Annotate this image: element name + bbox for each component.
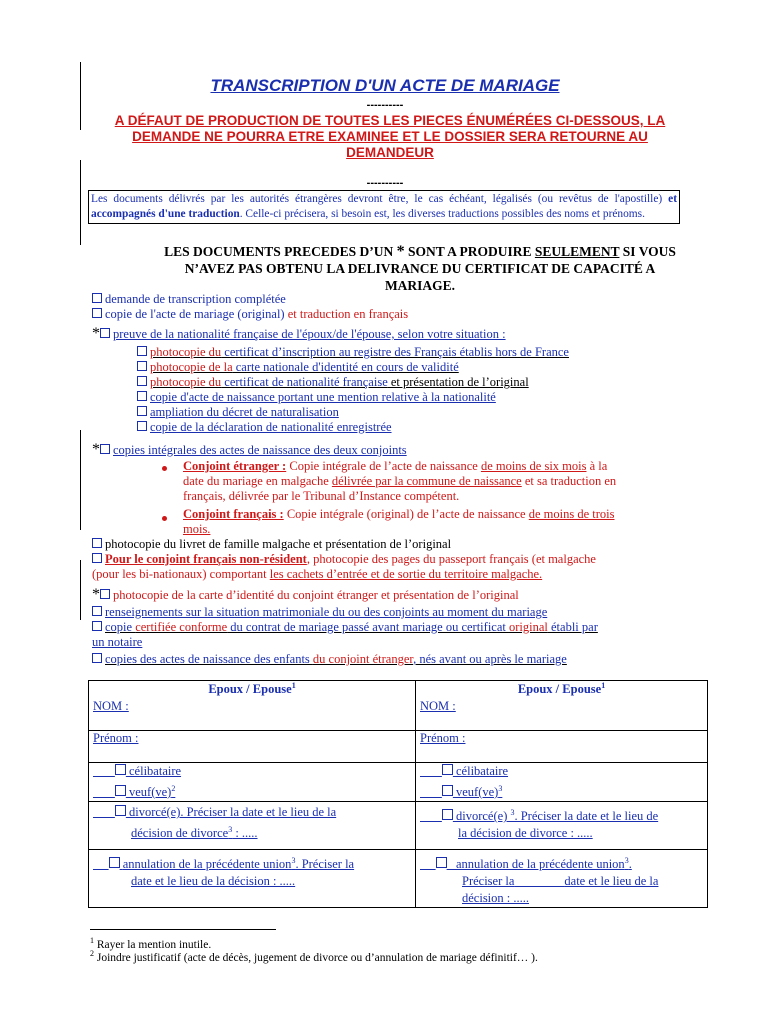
item-text: à la xyxy=(586,459,608,473)
checkbox-icon[interactable] xyxy=(137,346,147,356)
legalization-notice xyxy=(88,190,680,224)
option-annulment[interactable] xyxy=(93,852,411,873)
annulment-cell-right xyxy=(416,850,708,908)
item-text: du contrat de mariage passé avant mariage ou certificat xyxy=(227,620,509,634)
item-text: demande de transcription complétée xyxy=(105,292,286,306)
item-text: délivrée par la commune de naissance xyxy=(331,474,522,488)
option-label: annulation de la précédente union xyxy=(456,857,625,872)
list-item xyxy=(92,307,408,322)
list-item xyxy=(137,405,339,420)
checkbox-icon[interactable] xyxy=(137,391,147,401)
field-label: NOM : xyxy=(93,698,129,713)
item-text: ampliation du décret de naturalisation xyxy=(150,405,339,419)
star-mark: * xyxy=(396,243,405,260)
option-label: divorcé(e) xyxy=(456,809,511,824)
col-header-left xyxy=(89,681,416,699)
item-text: copie de la déclaration de nationalité enregistrée xyxy=(150,420,392,434)
list-item xyxy=(92,567,542,582)
option-label: célibataire xyxy=(456,764,509,778)
footnote-ref: 3 xyxy=(291,856,296,866)
list-item xyxy=(183,507,615,522)
list-item xyxy=(183,474,616,489)
item-text: et présentation de l’original xyxy=(387,375,529,389)
list-item xyxy=(183,489,459,504)
item-text: copies des actes de naissance des enfants xyxy=(105,652,313,666)
table-row xyxy=(89,802,708,850)
checkbox-icon[interactable] xyxy=(100,589,110,599)
footnote-ref: 3 xyxy=(228,825,233,835)
option-veuf[interactable] xyxy=(420,780,703,801)
checkbox-icon[interactable] xyxy=(109,857,120,868)
star-mark: * xyxy=(92,325,100,342)
item-text: photocopie de la carte d’identité du conjoint étranger et présentation de l’original xyxy=(113,588,519,602)
option-label: la décision de divorce : ..... xyxy=(458,826,593,841)
footnote-ref: 3 xyxy=(498,784,503,793)
item-text: copie d'acte de naissance portant une mention relative à la nationalité xyxy=(150,390,496,404)
checkbox-icon[interactable] xyxy=(100,444,110,454)
annulment-cell-left xyxy=(89,850,416,908)
star-mark: * xyxy=(92,586,100,603)
checkbox-icon[interactable] xyxy=(137,376,147,386)
list-item xyxy=(92,620,598,635)
item-text: de moins de trois xyxy=(528,507,615,521)
item-text: Pour le conjoint français non-résident xyxy=(105,552,307,566)
option-label: décision de divorce xyxy=(131,826,229,841)
item-text: certificat d’inscription au registre des Français établis hors de France xyxy=(221,345,569,359)
option-annulment-detail xyxy=(420,873,703,890)
item-text: renseignements sur la situation matrimoniale du ou des conjoints au moment du mariage xyxy=(105,605,548,619)
option-label: . Préciser la date et le lieu de xyxy=(514,809,659,824)
option-celibataire[interactable] xyxy=(420,763,703,780)
table-row xyxy=(89,699,708,731)
option-label: décision : ..... xyxy=(462,891,530,906)
list-item xyxy=(92,292,286,307)
item-text: établi par xyxy=(547,620,598,634)
option-label: célibataire xyxy=(129,764,182,778)
checkbox-icon[interactable] xyxy=(92,293,102,303)
item-text: date du mariage en malgache xyxy=(183,474,332,488)
checkbox-icon[interactable] xyxy=(442,764,453,775)
item-text: français, délivrée par le Tribunal d’Instance compétent. xyxy=(183,489,460,503)
list-item xyxy=(137,345,569,360)
item-text: certificat de nationalité française xyxy=(221,375,388,389)
checkbox-icon[interactable] xyxy=(92,308,102,318)
option-annulment-detail xyxy=(93,873,411,890)
item-text: carte nationale d'identité en cours de validité xyxy=(232,360,459,374)
option-label: . Préciser la xyxy=(295,857,355,872)
item-text: , nés avant ou après le mariage xyxy=(413,652,567,666)
option-label: Préciser la xyxy=(462,874,515,889)
item-text: photocopie du livret de famille malgache et présentation de l’original xyxy=(105,537,452,551)
status-cell-right xyxy=(416,763,708,802)
option-label: veuf(ve) xyxy=(129,785,172,800)
option-label: veuf(ve) xyxy=(456,785,499,800)
footnote-divider xyxy=(90,929,276,930)
field-label: NOM : xyxy=(420,698,456,713)
list-item xyxy=(92,635,142,650)
divorce-cell-right xyxy=(416,802,708,850)
option-annulment-detail xyxy=(420,890,703,907)
notice-translation: et accompagnés d'une traduction xyxy=(91,193,677,220)
option-annulment[interactable] xyxy=(420,852,703,873)
checkbox-icon[interactable] xyxy=(92,538,102,548)
star-mark: * xyxy=(92,441,100,458)
table-row xyxy=(89,681,708,699)
list-item xyxy=(92,552,596,567)
item-text: copies intégrales des actes de naissance des deux conjoints xyxy=(113,443,407,457)
status-cell-left xyxy=(89,763,416,802)
col-header-right xyxy=(416,681,708,699)
footnote-number: 2 xyxy=(90,949,94,958)
list-item xyxy=(92,587,519,603)
notice-text: . Celle-ci précisera, si besoin est, les diverses traductions possibles des noms et prénoms. xyxy=(239,208,645,220)
separator: ---------- xyxy=(366,99,404,111)
produce-text: SI VOUS N’AVEZ PAS OBTENU LA DELIVRANCE DU CERTIFICAT DE CAPACITÉ A MARIAGE. xyxy=(184,244,676,293)
list-item xyxy=(137,375,529,390)
item-text: photocopie de la xyxy=(150,360,233,374)
field-label: Prénom : xyxy=(93,731,139,745)
item-text: , photocopie des pages du passeport français (et malgache xyxy=(306,552,596,566)
list-item xyxy=(137,420,392,435)
produce-seulement: SEULEMENT xyxy=(534,244,620,259)
item-text: photocopie du xyxy=(150,345,222,359)
header-text: Epoux / Epouse xyxy=(208,682,292,697)
item-text: Copie intégrale de l’acte de naissance xyxy=(286,459,481,473)
item-text: un notaire xyxy=(92,635,143,649)
item-text: mois. xyxy=(183,522,211,536)
bullet-icon xyxy=(162,516,167,521)
page-title: TRANSCRIPTION D'UN ACTE DE MARIAGE xyxy=(210,76,560,95)
item-text: du conjoint étranger xyxy=(312,652,414,666)
checkbox-icon[interactable] xyxy=(137,406,147,416)
option-divorce[interactable] xyxy=(93,804,411,821)
item-text: certifiée conforme xyxy=(135,620,228,634)
list-item xyxy=(92,605,547,620)
item-text: et sa traduction en xyxy=(521,474,617,488)
footnote-ref: 3 xyxy=(624,856,629,866)
checkbox-icon[interactable] xyxy=(137,361,147,371)
checkbox-icon[interactable] xyxy=(92,553,102,563)
warning-text: A DÉFAUT DE PRODUCTION DE TOUTES LES PIECES ÉNUMÉRÉES CI-DESSOUS, LA DEMANDE NE POURRA ETRE EXAMINEE ET LE DOSSIER SERA RETOURNE AU DEMANDEUR xyxy=(114,113,666,160)
checkbox-icon[interactable] xyxy=(92,621,102,631)
option-label: annulation de la précédente union xyxy=(122,857,292,872)
list-item xyxy=(92,326,506,342)
produce-text: SONT A PRODUIRE xyxy=(404,244,535,259)
table-row xyxy=(89,763,708,802)
table-row xyxy=(89,731,708,763)
prenom-field-left[interactable] xyxy=(89,731,416,763)
checkbox-icon[interactable] xyxy=(137,421,147,431)
checkbox-icon[interactable] xyxy=(100,328,110,338)
nom-field-left[interactable] xyxy=(89,699,416,731)
footnote-number: 1 xyxy=(90,936,94,945)
list-item xyxy=(183,459,607,474)
margin-bar xyxy=(80,430,81,530)
bullet-foreign xyxy=(162,460,167,475)
item-text: preuve de la nationalité française de l'époux/de l'épouse, selon votre situation : xyxy=(113,327,506,341)
list-item xyxy=(92,537,451,552)
table-row xyxy=(89,850,708,908)
checkbox-icon[interactable] xyxy=(92,606,102,616)
option-label: date et le lieu de la décision : ..... xyxy=(131,874,296,889)
option-label: . xyxy=(628,857,632,872)
footnote-ref: 2 xyxy=(171,784,176,793)
margin-bar xyxy=(80,160,81,245)
footnote-text: Rayer la mention inutile. xyxy=(94,938,212,951)
item-text: Copie intégrale (original) de l’acte de naissance xyxy=(283,507,529,521)
checkbox-icon[interactable] xyxy=(115,764,126,775)
option-celibataire[interactable] xyxy=(93,763,411,780)
item-text: et traduction en français xyxy=(284,307,409,321)
item-label: Conjoint français : xyxy=(183,507,284,521)
item-text: copie de l'acte de mariage (original) xyxy=(105,307,285,321)
margin-bar xyxy=(80,62,81,130)
checkbox-icon[interactable] xyxy=(442,785,453,796)
list-item xyxy=(137,390,496,405)
option-label: : ..... xyxy=(232,826,258,841)
option-divorce[interactable] xyxy=(420,804,703,825)
checkbox-icon[interactable] xyxy=(442,809,453,820)
footnote-2 xyxy=(90,947,538,965)
list-item xyxy=(183,522,210,537)
produce-instruction xyxy=(150,243,690,294)
footnote-ref: 1 xyxy=(601,681,606,690)
checkbox-icon[interactable] xyxy=(92,653,102,663)
checkbox-icon[interactable] xyxy=(115,805,126,816)
item-text: copie xyxy=(105,620,136,634)
produce-text: LES DOCUMENTS PRECEDES D’UN xyxy=(164,244,397,259)
spouse-form xyxy=(88,680,708,908)
item-text: photocopie du xyxy=(150,375,222,389)
list-item xyxy=(137,360,459,375)
header-text: Epoux / Epouse xyxy=(517,682,602,697)
prenom-field-right[interactable] xyxy=(416,731,708,763)
item-text: (pour les bi-nationaux) comportant xyxy=(92,567,270,581)
option-divorce-detail xyxy=(420,825,703,842)
item-text: de moins de six mois xyxy=(480,459,587,473)
footnote-text: Joindre justificatif (acte de décès, jugement de divorce ou d’annulation de mariage définitif… ). xyxy=(94,951,538,964)
checkbox-icon[interactable] xyxy=(436,857,447,868)
item-text: les cachets d’entrée et de sortie du territoire malgache. xyxy=(269,567,543,581)
checkbox-icon[interactable] xyxy=(115,785,126,796)
option-label: date et le lieu de la xyxy=(564,874,659,889)
list-item xyxy=(92,442,407,458)
item-text: original xyxy=(508,620,548,634)
bullet-icon xyxy=(162,466,167,471)
bullet-french xyxy=(162,510,167,525)
option-veuf[interactable] xyxy=(93,780,411,801)
nom-field-right[interactable] xyxy=(416,699,708,731)
option-divorce-detail xyxy=(93,821,411,842)
footnote-ref: 3 xyxy=(510,808,515,818)
divorce-cell-left xyxy=(89,802,416,850)
list-item xyxy=(92,652,567,667)
notice-text: Les documents délivrés par les autorités étrangères devront être, le cas échéant, légalisés (ou revêtus de l'apostille) xyxy=(91,193,669,205)
separator: ---------- xyxy=(366,177,404,189)
margin-bar xyxy=(80,560,81,620)
item-label: Conjoint étranger : xyxy=(183,459,287,473)
option-label: divorcé(e). Préciser la date et le lieu de la xyxy=(129,805,337,820)
field-label: Prénom : xyxy=(420,731,466,745)
footnote-ref: 1 xyxy=(291,681,296,690)
